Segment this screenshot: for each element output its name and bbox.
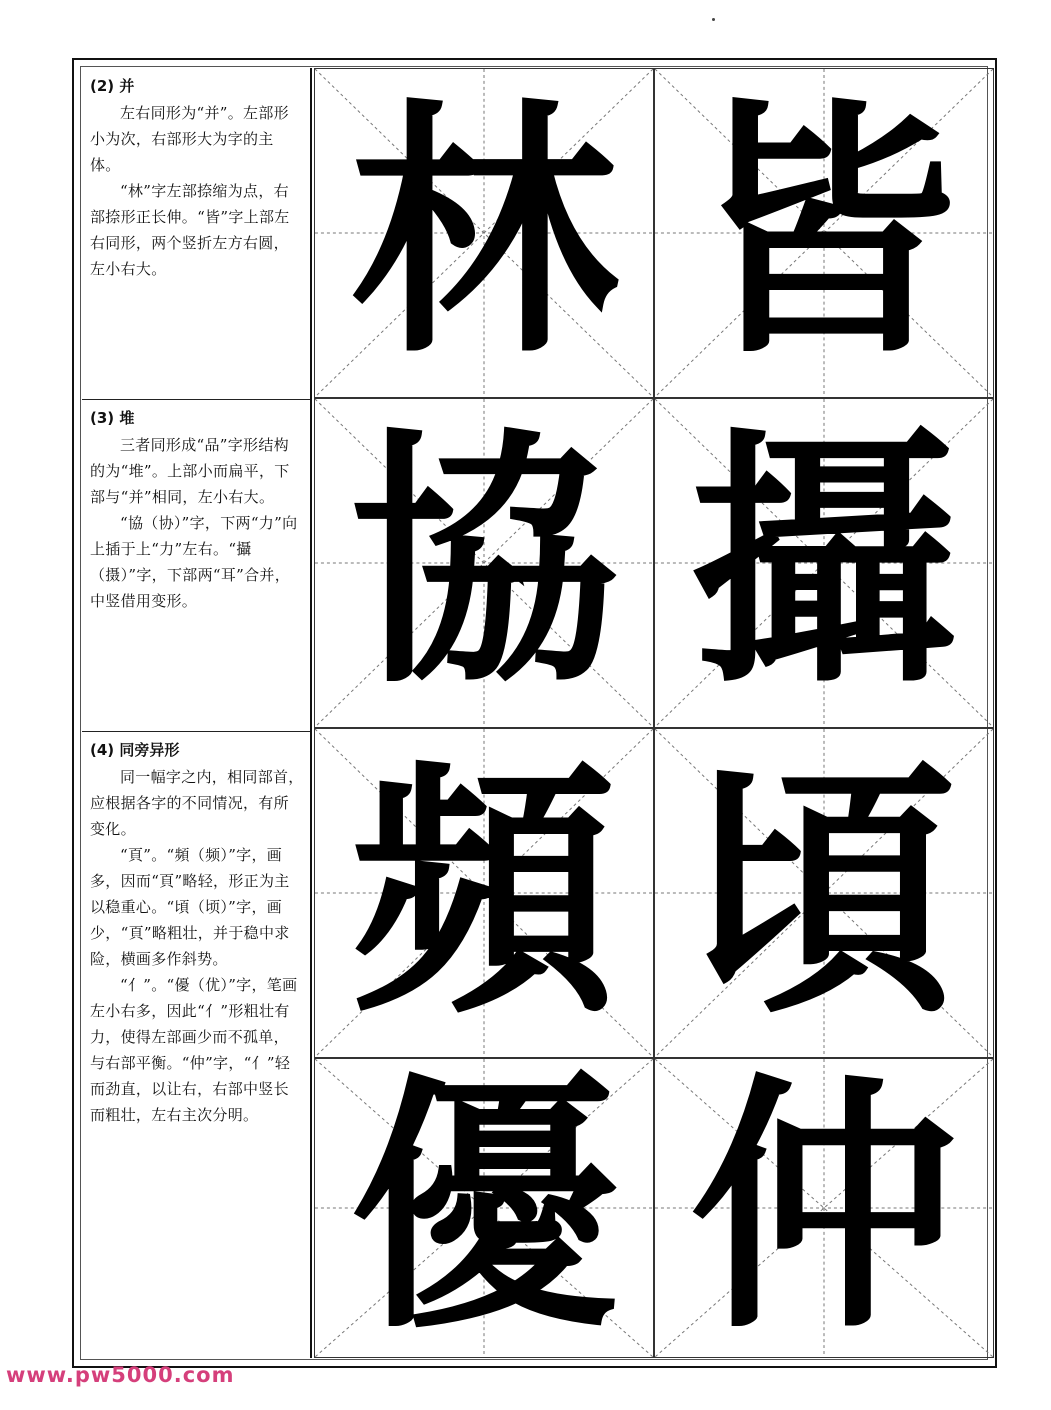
section-bing — [82, 68, 310, 400]
scan-speck — [712, 18, 715, 21]
mizige-cell — [654, 68, 994, 398]
mizige-cell — [654, 728, 994, 1058]
mizige-cell — [314, 398, 654, 728]
watermark-text: www.pw5000.com — [6, 1363, 235, 1387]
calligraphy-character: 皆 — [690, 75, 958, 390]
calligraphy-character: 頃 — [690, 735, 958, 1050]
calligraphy-grid — [314, 68, 994, 1365]
calligraphy-character: 優 — [350, 1050, 618, 1365]
commentary-column — [82, 68, 312, 1358]
paragraph: 三者同形成“品”字形结构的为“堆”。上部小而扁平，下部与“并”相同，左小右大。 — [90, 436, 290, 506]
section-dui — [82, 400, 310, 732]
paragraph: “亻”。“優（优）”字，笔画左小右多，因此“亻”形粗壮有力，使得左部画少而不孤单，与右部平衡。“仲”字，“亻”轻而劲直，以让右，右部中竖长而粗壮，左右主次分明。 — [90, 976, 298, 1124]
section-tongpang-yixing — [82, 732, 310, 1358]
mizige-cell — [314, 728, 654, 1058]
section-heading: (3) 堆 — [90, 409, 135, 427]
section-heading: (4) 同旁异形 — [90, 741, 180, 759]
calligraphy-character: 攝 — [690, 405, 958, 720]
calligraphy-character: 林 — [350, 75, 618, 390]
mizige-cell — [654, 398, 994, 728]
mizige-cell — [654, 1050, 994, 1365]
paragraph: 左右同形为“并”。左部形小为次，右部形大为字的主体。 — [90, 104, 289, 174]
paragraph: “林”字左部捺缩为点，右部捺形正长伸。“皆”字上部左右同形，两个竖折左方右圆，左小右大。 — [90, 182, 290, 278]
mizige-cell — [314, 68, 654, 398]
calligraphy-character: 頻 — [350, 735, 618, 1050]
section-heading: (2) 并 — [90, 77, 135, 95]
paragraph: “頁”。“頻（频）”字，画多，因而“頁”略轻，形正为主以稳重心。“頃（顷）”字，画少，“頁”略粗壮，并于稳中求险，横画多作斜势。 — [90, 846, 290, 968]
paragraph: 同一幅字之内，相同部首，应根据各字的不同情况，有所变化。 — [90, 768, 304, 838]
calligraphy-character: 仲 — [690, 1050, 958, 1365]
mizige-cell — [314, 1050, 654, 1365]
paragraph: “協（协）”字，下两“力”向上插于上“力”左右。“攝（摄）”字，下部两“耳”合并，中竖借用变形。 — [90, 514, 298, 610]
calligraphy-character: 協 — [350, 405, 618, 720]
